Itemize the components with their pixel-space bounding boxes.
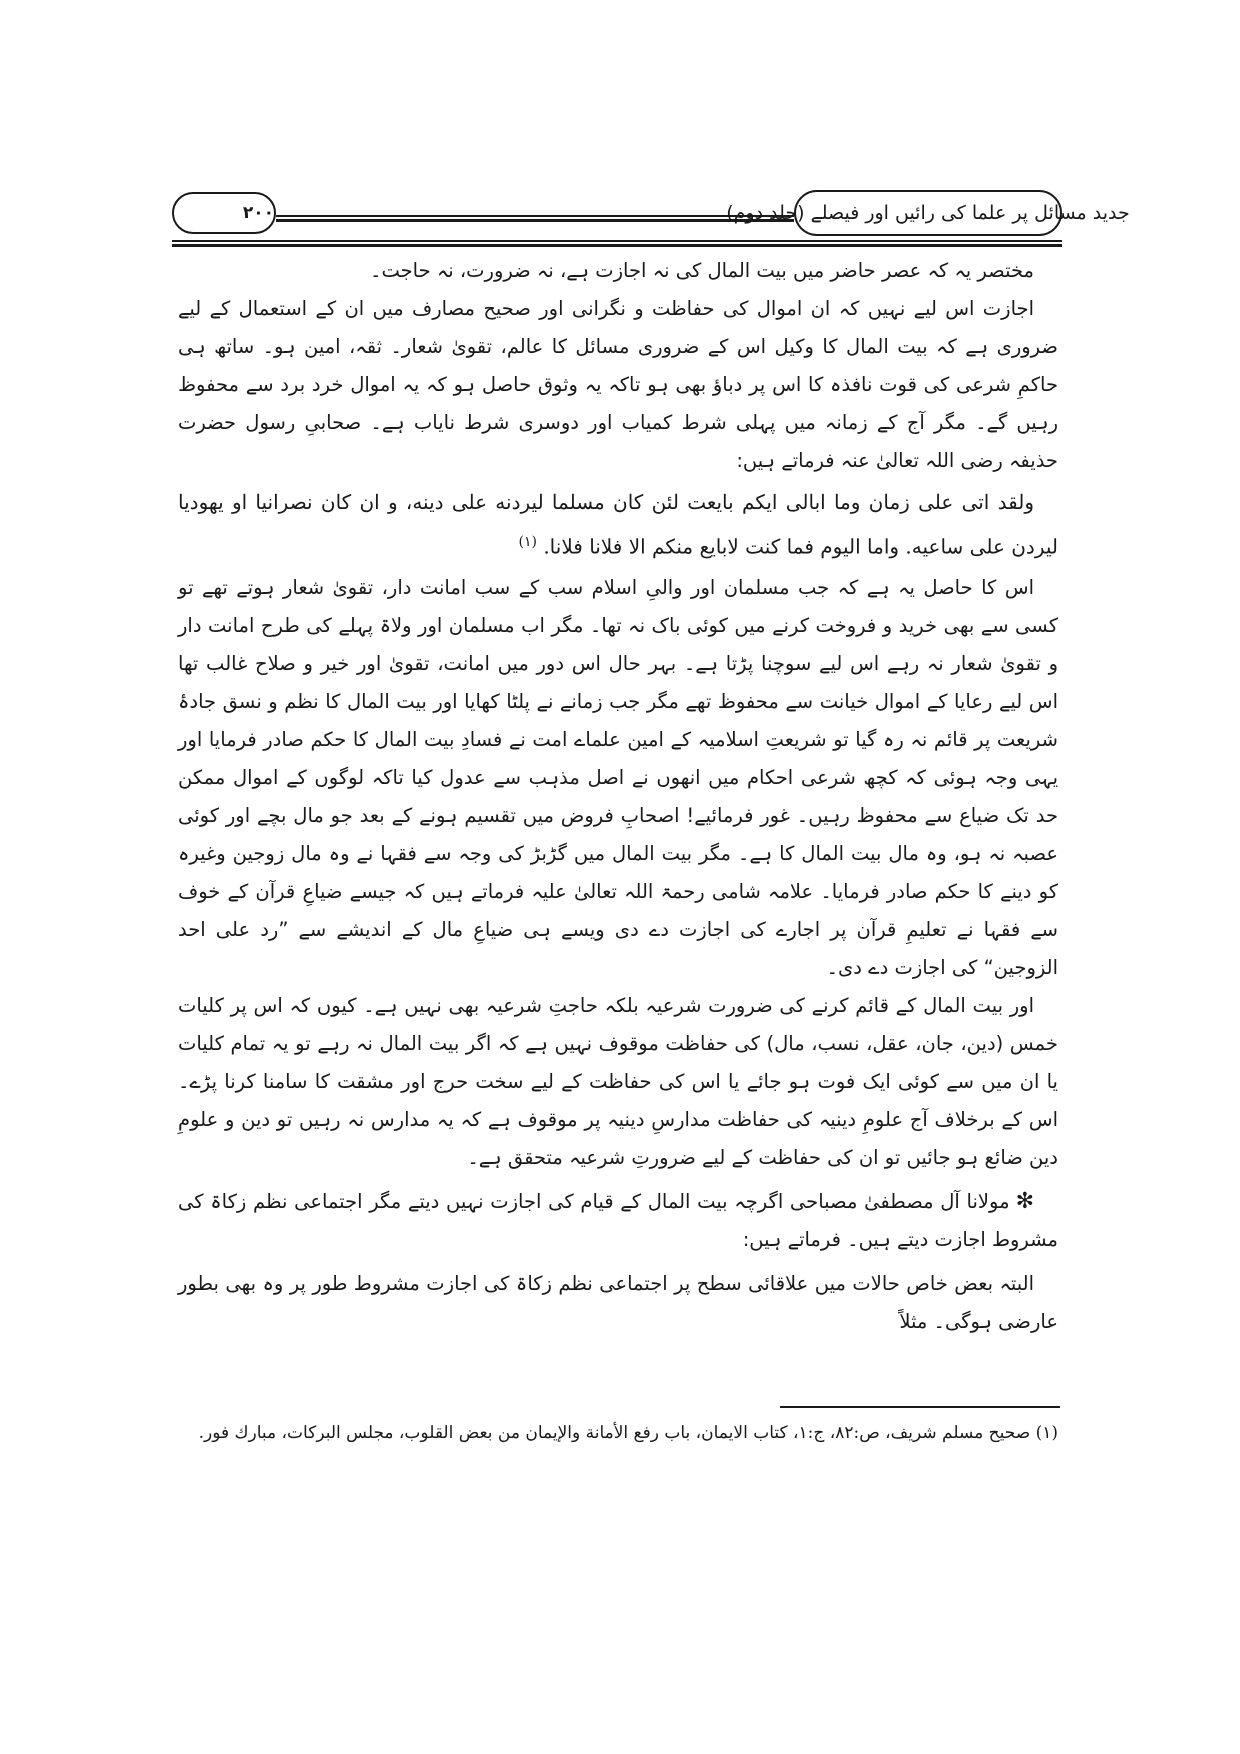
hadith-text: ولقد اتى على زمان وما ابالى ايكم بايعت لئن كان مسلما ليردنه على دينه، و ان كان نصرانيا او يهوديا ليردن على ساعيه. واما اليوم فما كنت لابايع منكم الا فلانا فلانا. bbox=[178, 490, 1058, 559]
body-text bbox=[178, 252, 1058, 1341]
header-double-rule bbox=[276, 215, 794, 222]
footnote-marker: (۱) bbox=[1035, 1423, 1058, 1443]
paragraph-explanation: اس کا حاصل یہ ہے کہ جب مسلمان اور والیِ اسلام سب کے سب امانت دار، تقویٰ شعار ہوتے تھے تو کسی سے بھی خرید و فروخت کرنے میں کوئی باک نہ تھا۔ مگر اب مسلمان اور ولاۃ پہلے کی طرح امانت دار و تقویٰ شعار نہ رہے اس لیے سوچنا پڑتا ہے۔ بہر حال اس دور میں امانت، تقویٰ اور خیر و صلاح غالب تھا اس لیے رعایا کے اموال خیانت سے محفوظ تھے مگر جب زمانے نے پلٹا کھایا اور بیت المال کا نظم و نسق جادۂ شریعت پر قائم نہ رہ گیا تو شریعتِ اسلامیہ کے امین علماے امت نے فسادِ بیت المال کا حکم صادر فرمایا اور یہی وجہ ہوئی کہ کچھ شرعی احکام میں انھوں نے اصل مذہب سے عدول کیا تاکہ لوگوں کے اموال ممکن حد تک ضیاع سے محفوظ رہیں۔ غور فرمائیے! اصحابِ فروض میں تقسیم ہونے کے بعد جو مال بچے اور کوئی عصبہ نہ ہو، وہ مال بیت المال کا ہے۔ مگر بیت المال میں گڑبڑ کی وجہ سے فقہا نے وہ مال زوجین وغیرہ کو دینے کا حکم صادر فرمایا۔ علامہ شامی رحمۃ اللہ تعالیٰ علیہ فرماتے ہیں کہ جیسے ضیاعِ قرآن کے خوف سے فقہا نے تعلیمِ قرآن پر اجارے کی اجازت دے دی ویسے ہی ضیاعِ مال کے اندیشے سے ”رد علی احد الزوجین“ کی اجازت دے دی۔ bbox=[178, 575, 1058, 979]
opinion-text: مولانا آل مصطفیٰ مصباحی اگرچہ بیت المال کے قیام کی اجازت نہیں دیتے مگر اجتماعی نظم زکاۃ کی مشروط اجازت دیتے ہیں۔ فرماتے ہیں: bbox=[178, 1189, 1058, 1251]
asterism-bullet-icon: ✻ bbox=[1015, 1188, 1034, 1214]
paragraph-maulana-opinion bbox=[178, 1183, 1058, 1259]
running-header bbox=[172, 188, 1130, 238]
paragraph-quote-start: البتہ بعض خاص حالات میں علاقائی سطح پر اجتماعی نظم زکاۃ کی اجازت مشروط طور پر وہ بھی بطور عارضی ہوگی۔ مثلاً bbox=[178, 1271, 1058, 1333]
footnotes bbox=[178, 1418, 1058, 1448]
page-number-badge bbox=[172, 192, 276, 234]
footnote-reference: (۱) bbox=[518, 534, 537, 550]
book-title-badge bbox=[726, 190, 1130, 236]
paragraph-necessity: اور بیت المال کے قائم کرنے کی ضرورت شرعیہ بلکہ حاجتِ شرعیہ بھی نہیں ہے۔ کیوں کہ اس پر کلیات خمس (دین، جان، عقل، نسب، مال) کی حفاظت موقوف نہیں ہے کہ اگر بیت المال نہ رہے تو یہ تمام کلیات یا ان میں سے کوئی ایک فوت ہو جائے یا اس کی حفاظت کے لیے سخت حرج اور مشقت کا سامنا کرنا پڑے۔ اس کے برخلاف آج علومِ دینیہ کی حفاظت مدارسِ دینیہ پر موقوف ہے کہ یہ مدارس نہ رہیں تو دین و علومِ دین ضائع ہو جائیں تو ان کی حفاظت کے لیے ضرورتِ شرعیہ متحقق ہے۔ bbox=[178, 993, 1058, 1169]
footnote-text: صحيح مسلم شريف، ص:۸۲، ج:۱، كتاب الايمان، باب رفع الأمانة والإيمان من بعض القلوب، مجلس البركات، مبارك فور. bbox=[198, 1423, 1031, 1443]
book-title: جدید مسائل پر علما کی رائیں اور فیصلے (جلد دوم) bbox=[726, 202, 1130, 224]
header-underline-rule bbox=[172, 240, 1062, 247]
footnote-1 bbox=[178, 1418, 1058, 1448]
footnote-separator bbox=[780, 1406, 1060, 1408]
paragraph-permission: اجازت اس لیے نہیں کہ ان اموال کی حفاظت و نگرانی اور صحیح مصارف میں ان کے استعمال کے لیے ضروری ہے کہ بیت المال کا وکیل اس کے ضروری مسائل کا عالم، تقویٰ شعار۔ ثقہ، امین ہو۔ ساتھ ہی حاکمِ شرعی کی قوت نافذہ کا اس پر دباؤ بھی ہو تاکہ یہ وثوق حاصل ہو کہ یہ اموال خرد برد سے محفوظ رہیں گے۔ مگر آج کے زمانہ میں پہلی شرط کمیاب اور دوسری شرط نایاب ہے۔ صحابیِ رسول حضرت حذیفہ رضی اللہ تعالیٰ عنہ فرماتے ہیں: bbox=[178, 297, 1058, 472]
page-number: ۲۰۰ bbox=[242, 203, 274, 223]
paragraph-summary: مختصر یہ کہ عصر حاضر میں بیت المال کی نہ اجازت ہے، نہ ضرورت، نہ حاجت۔ bbox=[370, 259, 1034, 282]
arabic-hadith-quote bbox=[178, 482, 1058, 567]
